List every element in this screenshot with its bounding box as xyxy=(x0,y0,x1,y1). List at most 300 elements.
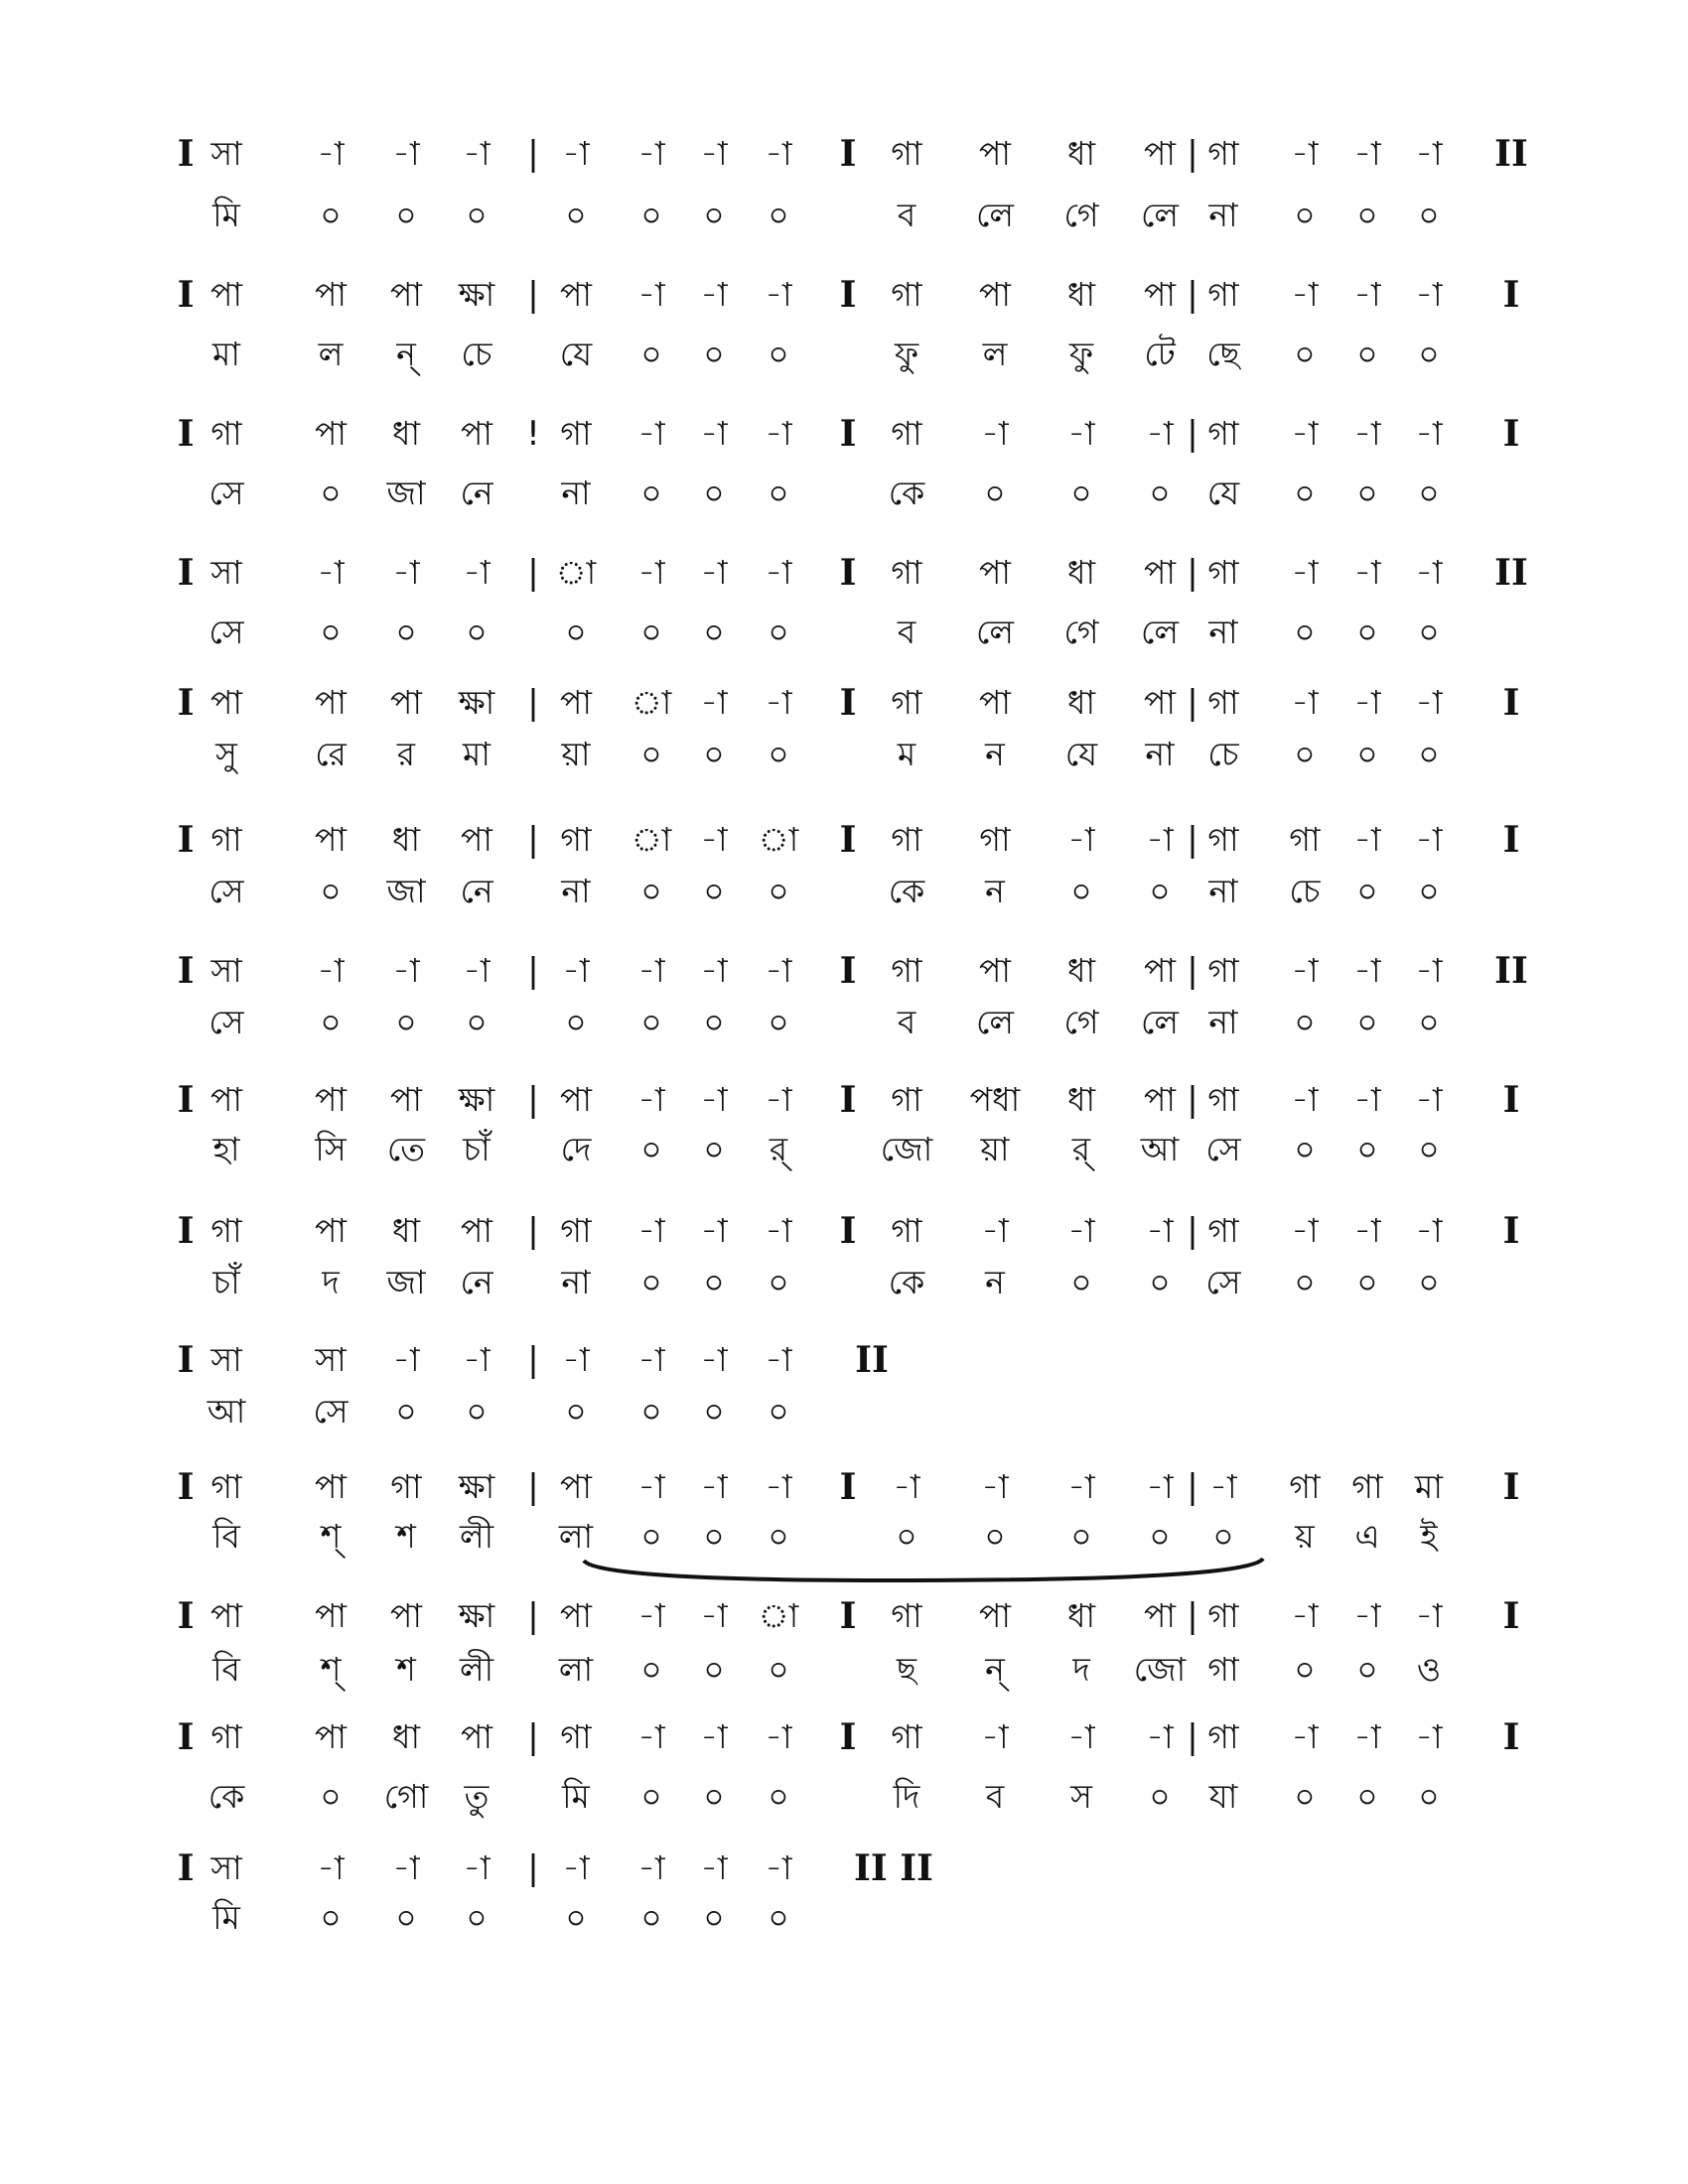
lyric-syllable: ০ xyxy=(1356,1003,1378,1041)
lyric-line xyxy=(0,862,1688,921)
lyric-syllable: বি xyxy=(212,1650,240,1689)
bar-divider: | xyxy=(527,951,539,991)
lyric-syllable: ০ xyxy=(1418,1003,1440,1041)
swara-note: -া xyxy=(463,1340,491,1379)
swara-note: গা xyxy=(1207,820,1239,859)
swara-note: -া xyxy=(765,1848,792,1887)
swara-note: পা xyxy=(461,1211,492,1250)
lyric-syllable: ০ xyxy=(1294,1263,1316,1301)
lyric-syllable: ০ xyxy=(1294,1003,1316,1041)
swara-note: -া xyxy=(317,1848,345,1887)
swara-note: -া xyxy=(1415,1080,1443,1119)
lyric-syllable: আ xyxy=(1140,1130,1180,1168)
swara-note: -া xyxy=(765,1211,792,1250)
swara-note: -া xyxy=(1415,275,1443,314)
swara-note: গা xyxy=(211,414,242,453)
swara-note: পা xyxy=(1144,951,1176,990)
swara-note: সা xyxy=(315,1340,347,1379)
lyric-syllable: মি xyxy=(212,1898,240,1937)
lyric-syllable: ০ xyxy=(1418,735,1440,773)
lyric-syllable: ০ xyxy=(768,1003,789,1041)
swara-note: পা xyxy=(979,134,1011,173)
swara-note: -া xyxy=(1353,134,1381,173)
lyric-syllable: ০ xyxy=(768,1392,789,1431)
lyric-syllable: লে xyxy=(1141,613,1179,651)
lyric-syllable: ০ xyxy=(1149,1777,1171,1816)
swara-note: পা xyxy=(979,275,1011,314)
swara-note: -া xyxy=(637,1717,665,1756)
lyric-syllable: ন xyxy=(985,735,1005,773)
lyric-syllable: যা xyxy=(1208,1777,1238,1816)
swara-note: পা xyxy=(1144,1596,1176,1635)
swara-note: -া xyxy=(1353,1596,1381,1635)
swara-note: গা xyxy=(560,414,592,453)
lyric-syllable: ০ xyxy=(1294,1130,1316,1168)
swara-note: গা xyxy=(1207,1596,1239,1635)
lyric-syllable: লা xyxy=(558,1650,594,1689)
lyric-syllable: হা xyxy=(212,1130,240,1168)
bar-open: I xyxy=(177,552,195,594)
lyric-syllable: ০ xyxy=(1356,474,1378,512)
swara-note: গা xyxy=(979,820,1011,859)
lyric-syllable: জা xyxy=(386,474,426,512)
swara-note: -া xyxy=(317,553,345,592)
swara-note: -া xyxy=(981,1211,1009,1250)
swara-note: -া xyxy=(700,275,728,314)
bar-divider: | xyxy=(527,820,539,860)
lyric-syllable: ফু xyxy=(1068,335,1094,373)
lyric-syllable: গা xyxy=(1207,1650,1239,1689)
lyric-syllable: লে xyxy=(1141,196,1179,234)
swara-note: পা xyxy=(560,1467,592,1506)
lyric-syllable: চে xyxy=(1289,872,1321,910)
lyric-syllable: কে xyxy=(888,1263,925,1301)
lyric-syllable: ফু xyxy=(894,335,919,373)
bar-close: I xyxy=(1502,413,1520,455)
bar-close: I xyxy=(1502,1210,1520,1252)
bar-open: I xyxy=(177,1595,195,1637)
lyric-syllable: ০ xyxy=(703,613,725,651)
swara-note: গা xyxy=(1207,1717,1239,1756)
lyric-syllable: ব xyxy=(897,613,916,651)
swara-note: -া xyxy=(1291,1717,1319,1756)
swara-note: ক্ষা xyxy=(458,1080,495,1119)
bar-divider: | xyxy=(527,134,539,174)
swara-note: -া xyxy=(637,1211,665,1250)
lyric-syllable: কে xyxy=(888,872,925,910)
swara-note: ক্ষা xyxy=(458,1467,495,1506)
lyric-syllable: তে xyxy=(386,1130,426,1168)
bar-mid: I xyxy=(839,1210,857,1252)
lyric-syllable: ০ xyxy=(640,196,662,234)
lyric-syllable: ছ xyxy=(897,1650,916,1689)
swara-note: -া xyxy=(1291,683,1319,722)
bar-divider: | xyxy=(1187,134,1198,174)
lyric-syllable: সে xyxy=(209,474,244,512)
lyric-syllable: ০ xyxy=(320,872,342,910)
lyric-syllable: নে xyxy=(460,474,493,512)
swara-note: -া xyxy=(1067,1467,1095,1506)
lyric-syllable: ০ xyxy=(565,1898,587,1937)
swara-note: া xyxy=(631,820,672,859)
lyric-syllable: ০ xyxy=(1356,872,1378,910)
lyric-syllable: ০ xyxy=(984,1517,1006,1556)
swara-note: -া xyxy=(562,1848,590,1887)
bar-open: I xyxy=(177,413,195,455)
bar-close: II xyxy=(1494,552,1528,594)
swara-note: -া xyxy=(392,1340,420,1379)
swara-note: -া xyxy=(1146,1717,1174,1756)
lyric-syllable: কে xyxy=(888,474,925,512)
swara-note: -া xyxy=(700,1080,728,1119)
lyric-syllable: লী xyxy=(459,1517,494,1556)
swara-note: -া xyxy=(1415,1717,1443,1756)
swara-note: গা xyxy=(891,1080,922,1119)
swara-note: -া xyxy=(637,553,665,592)
swara-note: -া xyxy=(700,1848,728,1887)
swara-note: -া xyxy=(392,1848,420,1887)
lyric-syllable: চাঁ xyxy=(212,1263,240,1301)
bar-divider: | xyxy=(1187,275,1198,315)
bar-close: I xyxy=(1502,1079,1520,1121)
swara-note: ধা xyxy=(1066,553,1096,592)
lyric-syllable: ০ xyxy=(768,872,789,910)
lyric-syllable: ০ xyxy=(320,1898,342,1937)
bar-mid: I xyxy=(839,1466,857,1508)
lyric-syllable: ০ xyxy=(703,474,725,512)
lyric-syllable: যে xyxy=(559,335,593,373)
swara-note: পা xyxy=(560,1596,592,1635)
lyric-syllable: ম xyxy=(897,735,916,773)
swara-note: পা xyxy=(211,683,242,722)
lyric-syllable: ০ xyxy=(1070,1517,1092,1556)
swara-note: -া xyxy=(1291,1211,1319,1250)
lyric-line xyxy=(0,993,1688,1052)
lyric-syllable: না xyxy=(561,872,591,910)
lyric-syllable: দ xyxy=(1072,1650,1090,1689)
swara-note: সা xyxy=(211,951,242,990)
lyric-syllable: লে xyxy=(976,613,1014,651)
lyric-syllable: ০ xyxy=(703,1517,725,1556)
swara-note: গা xyxy=(1207,1211,1239,1250)
bar-open: I xyxy=(177,1079,195,1121)
lyric-syllable: ০ xyxy=(1149,474,1171,512)
swara-line xyxy=(0,124,1688,184)
bar-divider: | xyxy=(527,1596,539,1636)
bar-divider: ! xyxy=(526,414,540,454)
swara-note: -া xyxy=(1067,820,1095,859)
swara-note: -া xyxy=(765,1467,792,1506)
lyric-syllable: টে xyxy=(1144,335,1176,373)
swara-note: -া xyxy=(637,1467,665,1506)
lyric-syllable: দ xyxy=(322,1263,340,1301)
swara-note: -া xyxy=(637,951,665,990)
lyric-syllable: ০ xyxy=(768,1777,789,1816)
bar-divider: | xyxy=(527,1467,539,1507)
lyric-syllable: ০ xyxy=(640,613,662,651)
swara-note: পা xyxy=(560,275,592,314)
lyric-line xyxy=(0,603,1688,662)
lyric-syllable: ০ xyxy=(896,1517,917,1556)
bar-close: I xyxy=(1502,1716,1520,1758)
lyric-syllable: ০ xyxy=(1294,735,1316,773)
lyric-syllable: গে xyxy=(1063,196,1099,234)
lyric-syllable: যে xyxy=(1206,474,1240,512)
lyric-syllable: ০ xyxy=(1294,335,1316,373)
lyric-syllable: ০ xyxy=(640,872,662,910)
swara-line xyxy=(0,265,1688,325)
lyric-syllable: না xyxy=(1208,872,1238,910)
swara-note: গা xyxy=(891,414,922,453)
swara-note: ধা xyxy=(1066,275,1096,314)
swara-note: গা xyxy=(1207,683,1239,722)
swara-note: -া xyxy=(1353,1211,1381,1250)
bar-mid: I xyxy=(839,819,857,861)
bar-divider: | xyxy=(1187,1467,1198,1507)
swara-note: -া xyxy=(765,1080,792,1119)
swara-note: গা xyxy=(1289,1467,1321,1506)
swara-note: -া xyxy=(1353,553,1381,592)
lyric-syllable: শ xyxy=(396,1650,416,1689)
lyric-syllable: সে xyxy=(1205,1263,1241,1301)
lyric-syllable: ০ xyxy=(1294,1650,1316,1689)
swara-note: গা xyxy=(560,1717,592,1756)
lyric-syllable: ০ xyxy=(1070,872,1092,910)
swara-note: -া xyxy=(765,1340,792,1379)
lyric-syllable: মা xyxy=(463,735,491,773)
swara-note: পা xyxy=(211,1596,242,1635)
lyric-syllable: ০ xyxy=(1356,1777,1378,1816)
lyric-syllable: ও xyxy=(1416,1650,1442,1689)
swara-note: -া xyxy=(1353,820,1381,859)
swara-note: গা xyxy=(1207,134,1239,173)
swara-note: -া xyxy=(1415,1211,1443,1250)
lyric-syllable: সে xyxy=(209,872,244,910)
bar-divider: | xyxy=(527,683,539,723)
swara-note: -া xyxy=(463,1848,491,1887)
lyric-syllable: না xyxy=(1208,196,1238,234)
lyric-line xyxy=(0,1767,1688,1827)
swara-note: পা xyxy=(461,1717,492,1756)
lyric-syllable: ০ xyxy=(1356,196,1378,234)
swara-note: পা xyxy=(315,1596,347,1635)
bar-close: II xyxy=(855,1339,889,1381)
swara-note: গা xyxy=(891,553,922,592)
swara-note: গা xyxy=(1351,1467,1383,1506)
lyric-syllable: সু xyxy=(215,735,237,773)
swara-note: -া xyxy=(1415,683,1443,722)
lyric-syllable: ০ xyxy=(640,1263,662,1301)
lyric-syllable: দে xyxy=(560,1130,592,1168)
lyric-syllable: শ্ xyxy=(320,1650,342,1689)
swara-note: -া xyxy=(765,275,792,314)
lyric-syllable: ০ xyxy=(768,613,789,651)
swara-note: ধা xyxy=(1066,951,1096,990)
bar-mid: I xyxy=(839,274,857,316)
swara-note: পা xyxy=(315,1080,347,1119)
swara-note: গা xyxy=(1207,951,1239,990)
lyric-syllable: ০ xyxy=(640,735,662,773)
lyric-syllable: ০ xyxy=(703,196,725,234)
swara-note: ধা xyxy=(391,1717,421,1756)
swara-note: গা xyxy=(560,1211,592,1250)
lyric-line xyxy=(0,1253,1688,1312)
swara-note: গা xyxy=(1207,275,1239,314)
swara-note: গা xyxy=(891,1717,922,1756)
lyric-syllable: ০ xyxy=(320,196,342,234)
lyric-syllable: ০ xyxy=(703,1263,725,1301)
bar-open: I xyxy=(177,274,195,316)
swara-note: -া xyxy=(765,951,792,990)
lyric-syllable: ০ xyxy=(640,1650,662,1689)
lyric-syllable: ০ xyxy=(703,1898,725,1937)
lyric-syllable: ০ xyxy=(703,1130,725,1168)
swara-note: -া xyxy=(1353,1717,1381,1756)
lyric-syllable: স xyxy=(1070,1777,1092,1816)
swara-note: পা xyxy=(1144,683,1176,722)
swara-note: পা xyxy=(315,820,347,859)
bar-divider: | xyxy=(1187,683,1198,723)
bar-mid: I xyxy=(839,413,857,455)
swara-note: া xyxy=(555,553,597,592)
lyric-syllable: ০ xyxy=(565,196,587,234)
swara-note: -া xyxy=(562,951,590,990)
bar-close: I xyxy=(1502,274,1520,316)
lyric-line xyxy=(0,464,1688,523)
lyric-syllable: সে xyxy=(209,1003,244,1041)
swara-note: পা xyxy=(315,275,347,314)
lyric-syllable: ০ xyxy=(640,1003,662,1041)
bar-close: I xyxy=(1502,819,1520,861)
swara-note: পা xyxy=(315,414,347,453)
swara-line xyxy=(0,1586,1688,1646)
bar-divider: | xyxy=(527,1848,539,1888)
lyric-syllable: ০ xyxy=(1070,1263,1092,1301)
bar-close: I xyxy=(1502,1466,1520,1508)
swara-note: -া xyxy=(1415,951,1443,990)
swara-note: -া xyxy=(317,951,345,990)
swara-note: -া xyxy=(1291,1080,1319,1119)
swara-note: সা xyxy=(211,134,242,173)
swara-note: -া xyxy=(1146,414,1174,453)
lyric-syllable: ০ xyxy=(320,1003,342,1041)
swara-note: গা xyxy=(891,820,922,859)
bar-divider: | xyxy=(527,1340,539,1380)
lyric-syllable: ০ xyxy=(703,872,725,910)
lyric-syllable: ০ xyxy=(768,474,789,512)
lyric-syllable: ল xyxy=(982,335,1008,373)
lyric-syllable: ব xyxy=(897,196,916,234)
swara-note: ক্ষা xyxy=(458,275,495,314)
swara-note: -া xyxy=(463,553,491,592)
bar-mid: I xyxy=(839,1595,857,1637)
swara-note: -া xyxy=(765,553,792,592)
lyric-syllable: ০ xyxy=(1294,1777,1316,1816)
lyric-syllable: ০ xyxy=(1149,1263,1171,1301)
swara-note: -া xyxy=(700,1596,728,1635)
bar-divider: | xyxy=(1187,1080,1198,1120)
swara-note: ধা xyxy=(391,1211,421,1250)
swara-note: -া xyxy=(1067,414,1095,453)
lyric-syllable: ০ xyxy=(466,613,488,651)
swara-note: -া xyxy=(1415,553,1443,592)
swara-note: পধা xyxy=(969,1080,1021,1119)
swara-note: -া xyxy=(1415,820,1443,859)
swara-note: গা xyxy=(891,683,922,722)
swara-note: -া xyxy=(1353,414,1381,453)
swara-note: -া xyxy=(981,414,1009,453)
swara-line xyxy=(0,543,1688,603)
swara-note: পা xyxy=(315,1717,347,1756)
swara-note: -া xyxy=(981,1717,1009,1756)
lyric-syllable: ০ xyxy=(466,1392,488,1431)
lyric-syllable: ০ xyxy=(1294,474,1316,512)
swara-note: গা xyxy=(891,1211,922,1250)
lyric-syllable: ০ xyxy=(1418,1777,1440,1816)
swara-note: পা xyxy=(461,820,492,859)
swara-line xyxy=(0,1330,1688,1390)
lyric-syllable: র্ xyxy=(1071,1130,1091,1168)
lyric-syllable: ০ xyxy=(565,1003,587,1041)
swara-note: -া xyxy=(637,1848,665,1887)
lyric-syllable: ০ xyxy=(768,735,789,773)
lyric-syllable: ০ xyxy=(703,735,725,773)
lyric-syllable: চে xyxy=(1207,735,1239,773)
lyric-syllable: ০ xyxy=(320,474,342,512)
lyric-syllable: ই xyxy=(1420,1517,1438,1556)
lyric-syllable: র xyxy=(396,735,416,773)
swara-note: -া xyxy=(765,414,792,453)
swara-note: -া xyxy=(1067,1717,1095,1756)
swara-note: -া xyxy=(765,683,792,722)
swara-note: -া xyxy=(700,683,728,722)
swara-line xyxy=(0,1201,1688,1261)
lyric-syllable: ০ xyxy=(768,1650,789,1689)
lyric-line xyxy=(0,1640,1688,1700)
lyric-syllable: ০ xyxy=(1418,872,1440,910)
lyric-syllable: ব xyxy=(897,1003,916,1041)
lyric-syllable: না xyxy=(1145,735,1175,773)
lyric-syllable: ০ xyxy=(1294,613,1316,651)
lyric-syllable: ০ xyxy=(640,474,662,512)
lyric-syllable: ০ xyxy=(640,1898,662,1937)
lyric-syllable: ০ xyxy=(1070,474,1092,512)
swara-note: া xyxy=(631,683,672,722)
swara-note: -া xyxy=(1415,134,1443,173)
lyric-syllable: য়া xyxy=(980,1130,1010,1168)
swara-note: -া xyxy=(1209,1467,1237,1506)
lyric-syllable: ০ xyxy=(1294,196,1316,234)
swara-note: -া xyxy=(1353,1080,1381,1119)
bar-open: I xyxy=(177,1339,195,1381)
swara-note: গা xyxy=(1207,414,1239,453)
swara-note: -া xyxy=(981,1467,1009,1506)
bar-divider: | xyxy=(527,275,539,315)
lyric-syllable: ০ xyxy=(466,1003,488,1041)
bar-open: I xyxy=(177,819,195,861)
swara-note: -া xyxy=(1291,553,1319,592)
lyric-syllable: ০ xyxy=(1212,1517,1234,1556)
swara-note: -া xyxy=(1146,1467,1174,1506)
swara-note: া xyxy=(758,1596,799,1635)
bar-open: I xyxy=(177,1716,195,1758)
lyric-syllable: জো xyxy=(1133,1650,1187,1689)
swara-note: সা xyxy=(211,553,242,592)
swara-note: ক্ষা xyxy=(458,683,495,722)
lyric-syllable: রে xyxy=(315,735,347,773)
swara-note: গা xyxy=(891,134,922,173)
swara-line xyxy=(0,404,1688,464)
